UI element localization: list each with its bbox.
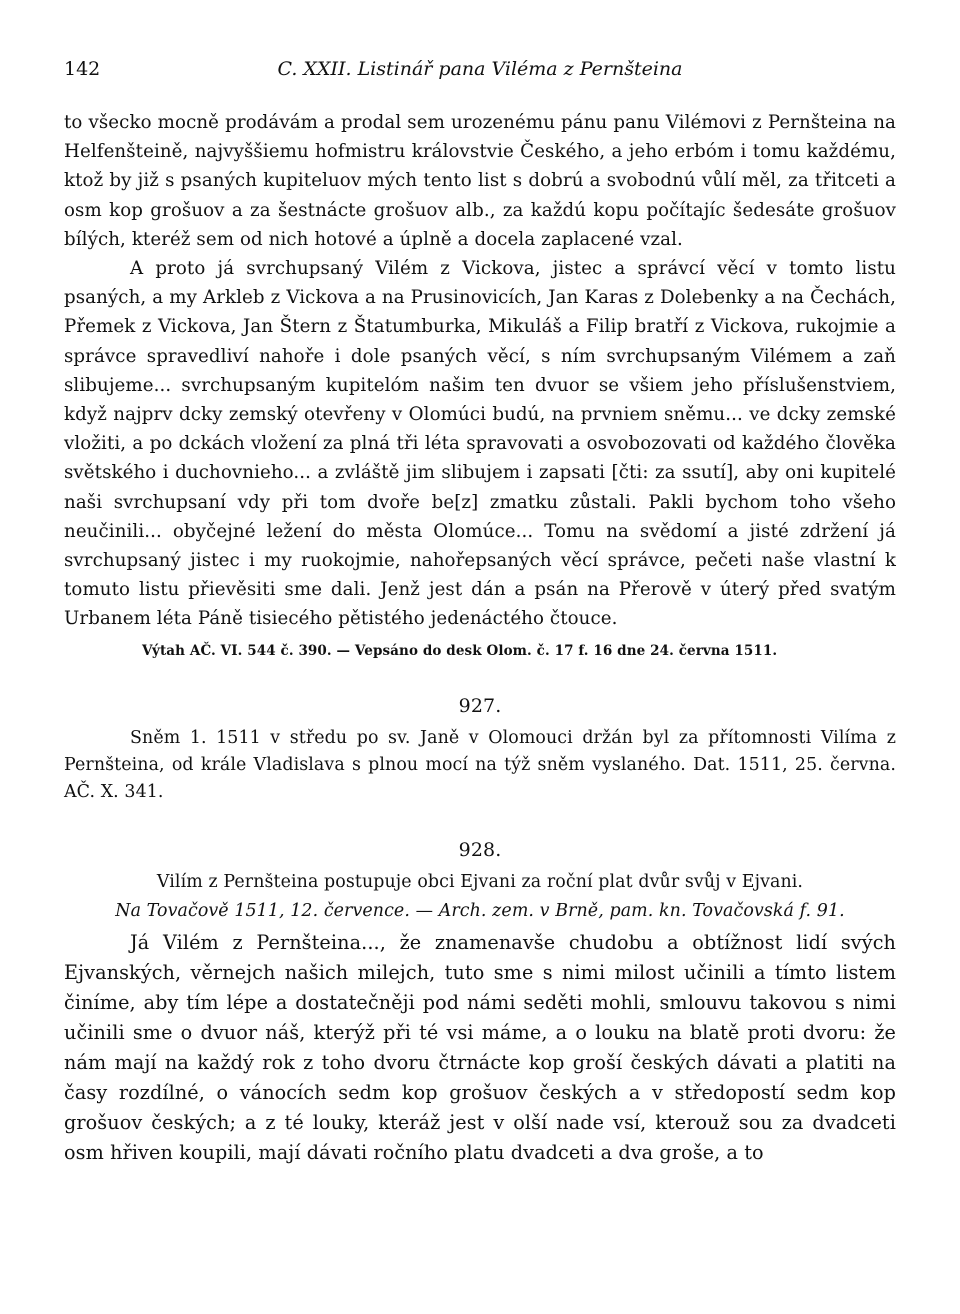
document-abstract: Sněm 1. 1511 v středu po sv. Janě v Olomouci držán byl za přítomnosti Vilíma z Pernšteina, od krále Vladislava s plnou mocí na týž sněm vyslaného. Dat. 1511, 25. června. AČ. X. 341.	[64, 727, 896, 802]
page-number: 142	[64, 58, 101, 80]
body-text	[64, 108, 896, 1168]
document-number: 928.	[458, 838, 502, 861]
paragraph-continuation: to všecko mocně prodávám a prodal sem urozenému pánu panu Vilémovi z Pernšteina na Helfenšteině, najvyššiemu hofmistru královstvie Českého, a jeho erbóm i tomu každému, ktož by již s psaných kupiteluov mých tento list s dobrú a svobodnú vůlí měl, za třitceti a osm kop grošuov a za šestnácte grošuov alb., za každú kopu počítajíc šedesáte grošuov bílých, kteréž sem od nich hotové a úplně a docela zaplacené vzal.	[64, 112, 896, 250]
document-title: Vilím z Pernšteina postupuje obci Ejvani za roční plat dvůr svůj v Ejvani.	[156, 872, 804, 893]
paragraph-charter: Já Vilém z Pernšteina..., že znamenavše chudobu a obtížnost lidí svých Ejvanských, věrnejch našich milejch, tuto sme s nimi milost učinili a tímto listem činíme, aby tím lépe a dostatečněji pod námi seděti mohli, smlouvu takovou s nimi učinili sme o dvuor náš, kterýž při té vsi máme, a o louku na blatě proti dvoru: že nám mají na každý rok z toho dvoru čtrnácte kop groší českých dávati a platiti na časy rozdílné, o vánocích sedm kop grošuov českých a v středopostí sedm kop grošuov českých; a z té louky, kteráž jest v olší nade vsí, kterouž sou za dvadceti osm hřiven koupili, mají dávati ročního platu dvadceti a dva groše, a to	[64, 931, 896, 1165]
page-header	[64, 58, 896, 84]
document-number: 927.	[458, 694, 502, 717]
running-title: C. XXII. Listinář pana Viléma z Pernšteina	[277, 58, 683, 80]
source-note: Výtah AČ. VI. 544 č. 390. — Vepsáno do desk Olom. č. 17 f. 16 dne 24. června 1511.	[142, 642, 778, 659]
source-line: Na Tovačově 1511, 12. července. — Arch. zem. v Brně, pam. kn. Tovačovská f. 91.	[115, 901, 845, 922]
paragraph-guarantee: A proto já svrchupsaný Vilém z Vickova, jistec a správcí věcí v tomto listu psaných, a my Arkleb z Vickova a na Prusinovicích, Jan Karas z Dolebenky a na Čechách, Přemek z Vickova, Jan Štern z Štatumburka, Mikuláš a Filip bratří z Vickova, rukojmie a správce spravedliví nahoře i dole psaných věcí, s ním svrchupsaným Vilémem a zaň slibujeme... svrchupsaným kupitelóm našim ten dvuor se všiem jeho příslušenstviem, když najprv dcky zemský otevřeny v Olomúci budú, na prvniem sněmu... ve dcky zemské vložiti, a po dckách vložení za plná tři léta spravovati a osvobozovati od každého člověka světského i duchovnieho... a zvláště jim slibujem i zapsati [čti: za ssutí], aby oni kupitelé naši svrchupsaní vdy při tom dvoře be[z] zmatku zůstali. Pakli bychom toho všeho neučinili... obyčejné ležení do města Olomúce... Tomu na svědomí a jisté zdržení já svrchupsaný jistec i my ruokojmie, nahořepsaných věcí správce, pečeti naše vlastní k tomuto listu přievěsiti sme dali. Jenž jest dán a psán na Přerově v úterý před svatým Urbanem léta Páně tisiecého pětistého jedenáctého čtouce.	[64, 258, 896, 630]
